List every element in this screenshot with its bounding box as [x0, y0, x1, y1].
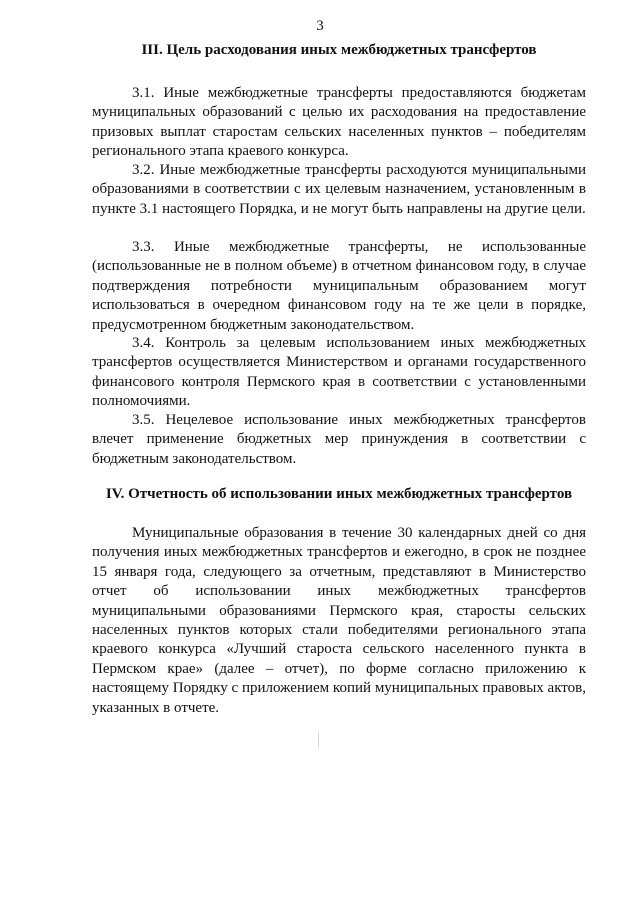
paragraph-3-3: 3.3. Иные межбюджетные трансферты, не использованные (использованные не в полном объеме) в отчетном финансовом году, в случае подтверждения потребности муниципальным образованием могут использоваться в очередном финансовом году на те же цели в порядке, предусмотренном бюджетным законодательством. — [92, 239, 586, 333]
paragraph-3-1: 3.1. Иные межбюджетные трансферты предоставляются бюджетам муниципальных образований с целью их расходования на предоставление призовых выплат старостам сельских населенных пунктов – победителям регионального этапа краевого конкурса. — [92, 85, 586, 160]
section-3-title: III. Цель расходования иных межбюджетных трансфертов — [141, 42, 537, 58]
paragraph-3-5: 3.5. Нецелевое использование иных межбюджетных трансфертов влечет применение бюджетных мер принуждения в соответствии с бюджетным законодательством. — [92, 412, 586, 467]
paragraph-3-2: 3.2. Иные межбюджетные трансферты расходуются муниципальными образованиями в соответствии с их целевым назначением, установленным в пункте 3.1 настоящего Порядка, и не могут быть направлены на другие цели. — [92, 162, 586, 217]
paragraph-3-4: 3.4. Контроль за целевым использованием иных межбюджетных трансфертов осуществляется Министерством и органами государственного финансового контроля Пермского края в соответствии с установленными полномочиями. — [92, 335, 586, 410]
section-4-title: IV. Отчетность об использовании иных межбюджетных трансфертов — [105, 486, 573, 502]
paragraph-4: Муниципальные образования в течение 30 календарных дней со дня получения иных межбюджетных трансфертов и ежегодно, в срок не позднее 15 января года, следующего за отчетным, представляют в Министерство отчет об использовании иных межбюджетных трансфертов муниципальными образованиями Пермского края, старосты сельских населенных пунктов которых стали победителями регионального этапа краевого конкурса «Лучший староста сельского населенного пункта в Пермском крае» (далее – отчет), по форме согласно приложению к настоящему Порядку с приложением копий муниципальных правовых актов, указанных в отчете. — [92, 525, 586, 716]
page-number: 3 — [316, 18, 324, 34]
scan-mark — [318, 732, 319, 748]
